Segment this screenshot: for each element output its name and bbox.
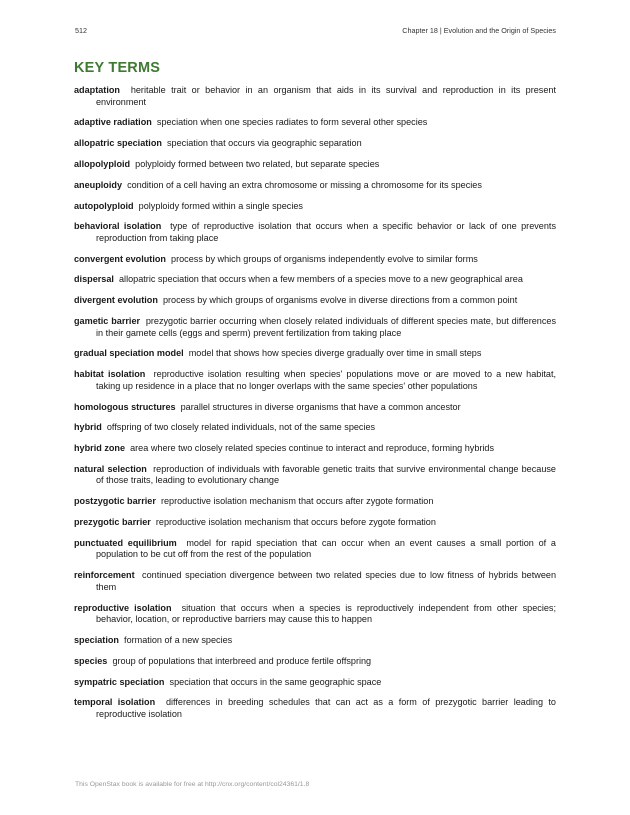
glossary-term: convergent evolution — [74, 253, 166, 264]
glossary-definition: type of reproductive isolation that occurs when a specific behavior or lack of one prevents reproduction from taking place — [96, 221, 556, 243]
glossary-entry — [74, 697, 556, 720]
glossary-term: reproductive isolation — [74, 602, 172, 613]
glossary-term: gametic barrier — [74, 316, 141, 326]
glossary-definition: reproductive isolation mechanism that occurs before zygote formation — [155, 517, 436, 528]
glossary-entry — [74, 538, 556, 561]
glossary-entry — [74, 85, 556, 108]
glossary-entry — [74, 180, 556, 192]
glossary-term: autopolyploid — [74, 200, 134, 211]
glossary-term: adaptive radiation — [74, 117, 152, 128]
glossary-entry — [74, 274, 556, 286]
glossary-term: hybrid zone — [74, 443, 126, 454]
glossary-entry — [74, 348, 556, 360]
glossary-entry — [74, 138, 556, 150]
glossary-entry — [74, 295, 556, 307]
glossary-definition: parallel structures in diverse organisms that have a common ancestor — [180, 401, 461, 412]
glossary-entry — [74, 677, 556, 689]
glossary-entry — [74, 464, 556, 487]
glossary-entry — [74, 117, 556, 129]
glossary-entry — [74, 422, 556, 434]
glossary-entry — [74, 603, 556, 626]
glossary-definition: allopatric speciation that occurs when a few members of a species move to a new geographical area — [119, 274, 523, 285]
glossary-definition: process by which groups of organisms independently evolve to similar forms — [171, 253, 478, 264]
glossary-definition: formation of a new species — [124, 634, 233, 645]
glossary-definition: reproductive isolation resulting when species' populations move or are moved to a new habitat, taking up residence in a place that no longer overlaps with the same species' other populations — [96, 369, 556, 391]
glossary-term: adaptation — [74, 85, 120, 95]
glossary-definition: speciation that occurs via geographic separation — [167, 138, 362, 149]
glossary-definition: area where two closely related species continue to interact and reproduce, forming hybrids — [130, 443, 495, 454]
glossary-entry — [74, 221, 556, 244]
glossary-definition: polyploidy formed between two related, but separate species — [135, 158, 380, 169]
glossary-term: postzygotic barrier — [74, 496, 156, 507]
glossary-term: reinforcement — [74, 570, 135, 581]
glossary-definition: heritable trait or behavior in an organism that aids in its survival and reproduction in its present environment — [96, 85, 557, 107]
glossary-term: punctuated equilibrium — [74, 537, 177, 548]
glossary-definition: group of populations that interbreed and produce fertile offspring — [112, 655, 372, 666]
glossary-entry — [74, 517, 556, 529]
glossary-term: dispersal — [74, 274, 114, 285]
glossary-entry — [74, 570, 556, 593]
glossary-term: sympatric speciation — [74, 676, 165, 687]
glossary-definition: condition of a cell having an extra chromosome or missing a chromosome for its species — [127, 179, 482, 190]
glossary-definition: reproduction of individuals with favorable genetic traits that survive environmental change because of those traits, leading to evolutionary change — [96, 463, 556, 486]
glossary-term: allopatric speciation — [74, 138, 162, 149]
glossary-term: aneuploidy — [74, 179, 122, 190]
glossary-term: species — [74, 655, 108, 666]
glossary-entry — [74, 159, 556, 171]
glossary-definition: offspring of two closely related individuals, not of the same species — [106, 422, 376, 433]
glossary-term: natural selection — [74, 463, 147, 474]
page-number: 512 — [75, 26, 87, 35]
glossary-entry — [74, 369, 556, 392]
glossary-definition: differences in breeding schedules that can act as a form of prezygotic barrier leading to reproductive isolation — [96, 697, 556, 719]
glossary-term: homologous structures — [74, 401, 176, 412]
glossary-entry — [74, 635, 556, 647]
glossary-term: temporal isolation — [74, 697, 156, 708]
section-title: KEY TERMS — [74, 60, 161, 76]
glossary-definition: polyploidy formed within a single species — [138, 200, 303, 211]
glossary-definition: situation that occurs when a species is reproductively independent from other species; behavior, location, or reproductive barriers may cause this to happen — [96, 602, 556, 625]
glossary-term: behavioral isolation — [74, 221, 162, 232]
page-footer: This OpenStax book is available for free at http://cnx.org/content/col24361/1.8 — [75, 781, 310, 788]
glossary-entry — [74, 254, 556, 266]
glossary-entry — [74, 402, 556, 414]
glossary-definition: speciation that occurs in the same geographic space — [169, 676, 382, 687]
glossary-definition: speciation when one species radiates to form several other species — [156, 117, 428, 128]
glossary-term: allopolyploid — [74, 158, 131, 169]
glossary-term: divergent evolution — [74, 295, 158, 306]
glossary-definition: reproductive isolation mechanism that occurs after zygote formation — [160, 496, 434, 507]
glossary-definition: process by which groups of organisms evolve in diverse directions from a common point — [162, 295, 518, 306]
glossary-definition: continued speciation divergence between two related species due to low fitness of hybrids between them — [96, 570, 557, 592]
glossary-definition: prezygotic barrier occurring when closely related individuals of different species mate, but differences in their gamete cells (eggs and sperm) prevent fertilization from taking place — [96, 316, 556, 338]
glossary-term: prezygotic barrier — [74, 517, 151, 528]
glossary-entry — [74, 443, 556, 455]
glossary-term: hybrid — [74, 422, 102, 433]
glossary-entry — [74, 201, 556, 213]
glossary-definition: model that shows how species diverge gradually over time in small steps — [188, 348, 482, 359]
glossary-entry — [74, 656, 556, 668]
glossary-term: habitat isolation — [74, 369, 146, 380]
glossary-definition: model for rapid speciation that can occur when an event causes a small portion of a population to be cut off from the rest of the population — [96, 537, 556, 560]
glossary-entry — [74, 316, 556, 339]
glossary-entry — [74, 496, 556, 508]
chapter-title: Chapter 18 | Evolution and the Origin of Species — [402, 26, 556, 35]
key-terms-list — [74, 85, 556, 730]
glossary-term: gradual speciation model — [74, 348, 184, 359]
glossary-term: speciation — [74, 634, 119, 645]
